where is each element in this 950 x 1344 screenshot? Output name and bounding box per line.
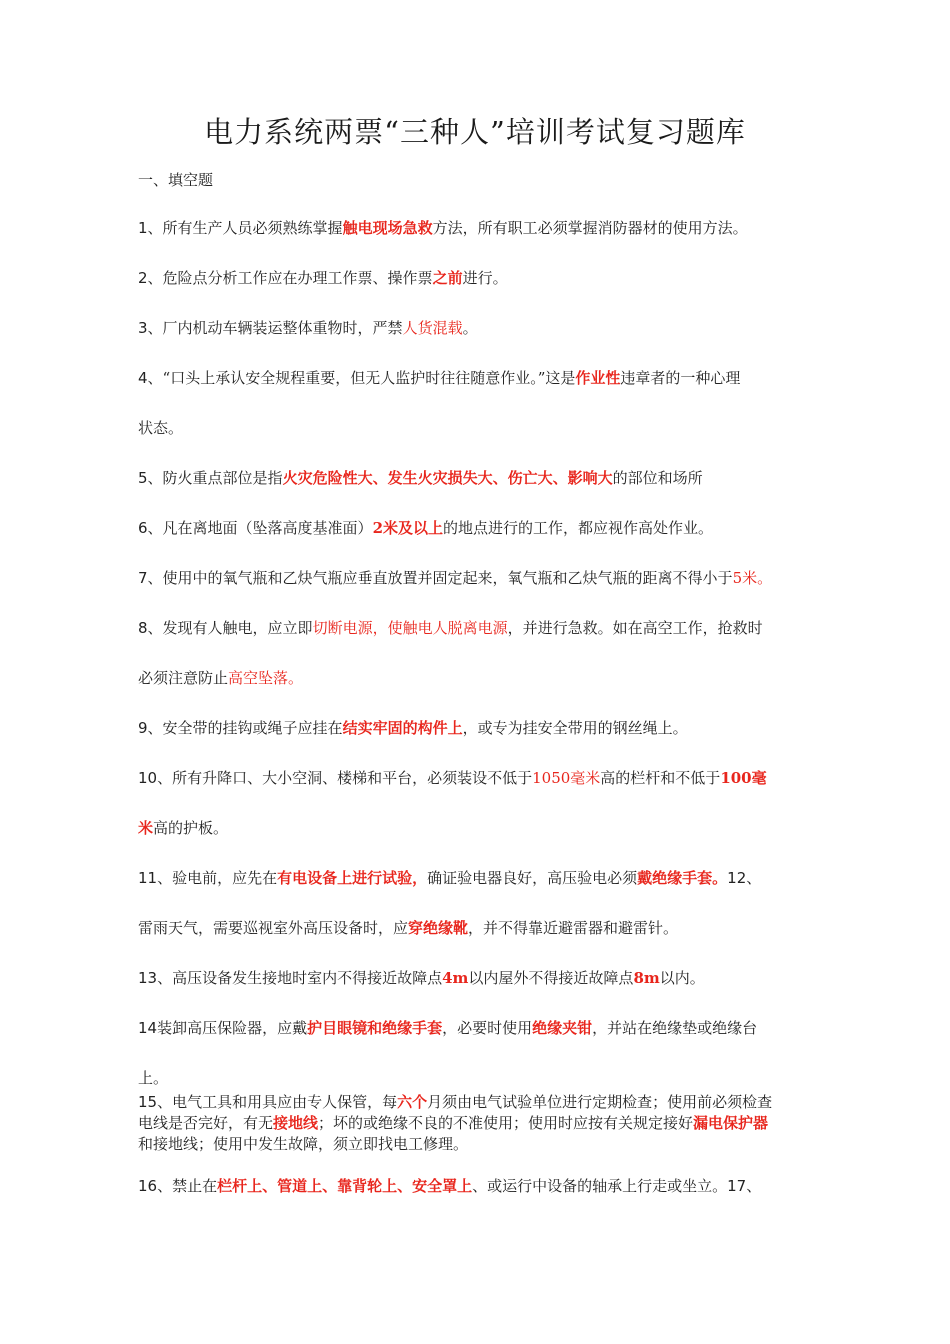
answer-text: 8m	[633, 969, 660, 987]
answer-text: 2米及以上	[372, 519, 443, 537]
question-text: “口头上承认安全规程重要，但无人监护时往往随意作业。”这是	[162, 369, 576, 387]
question-line	[138, 217, 748, 239]
question-line	[138, 617, 763, 639]
answer-text: 接地线	[273, 1114, 319, 1132]
question-number: 16、	[138, 1177, 173, 1195]
answer-text: 栏杆上、管道上、靠背轮上、安全罩上	[217, 1177, 473, 1195]
question-text: ，并站在绝缘垫或绝缘台	[592, 1019, 758, 1037]
question-line	[138, 817, 228, 839]
question-text: 。	[462, 319, 478, 337]
question-line	[138, 367, 740, 389]
question-number: 10、	[138, 769, 173, 787]
question-line	[138, 467, 703, 489]
answer-text: 高空坠落。	[228, 669, 304, 687]
question-text: 方法，所有职工必须掌握消防器材的使用方法。	[432, 219, 748, 237]
question-text: 电气工具和用具应由专人保管，每	[172, 1093, 398, 1111]
question-text: 进行。	[462, 269, 508, 287]
question-text: 以内。	[659, 969, 705, 987]
answer-text: 火灾危险性大、发生火灾损失大、伤亡大、影响大	[282, 469, 613, 487]
answer-text: 六个	[397, 1093, 428, 1111]
question-number: 17、	[727, 1177, 762, 1195]
question-text: 违章者的一种心理	[620, 369, 741, 387]
question-text: 上。	[138, 1069, 169, 1087]
question-text: 发现有人触电，应立即	[162, 619, 313, 637]
question-text: ，并进行急救。如在高空工作，抢救时	[507, 619, 763, 637]
question-number: 15、	[138, 1093, 173, 1111]
answer-text: 绝缘夹钳	[532, 1019, 593, 1037]
answer-text: 漏电保护器	[693, 1114, 769, 1132]
question-number: 5、	[138, 469, 163, 487]
question-text: 、或运行中设备的轴承上行走或坐立。	[472, 1177, 728, 1195]
question-line	[138, 417, 183, 439]
question-line	[138, 317, 478, 339]
answer-text: 触电现场急救	[342, 219, 433, 237]
question-text: 电线是否完好，有无	[138, 1114, 274, 1132]
question-line	[138, 1067, 168, 1089]
question-line	[138, 917, 678, 939]
question-text: 的地点进行的工作，都应视作高处作业。	[443, 519, 714, 537]
question-number: 13、	[138, 969, 173, 987]
question-text: 高的栏杆和不低于	[600, 769, 721, 787]
question-text: ；坏的或绝缘不良的不准使用；使用时应按有关规定接好	[318, 1114, 694, 1132]
question-text: 安全带的挂钩或绳子应挂在	[162, 719, 343, 737]
question-text: 危险点分析工作应在办理工作票、操作票	[162, 269, 433, 287]
question-text: 的部位和场所	[612, 469, 703, 487]
question-text: ，或专为挂安全带用的钢丝绳上。	[462, 719, 688, 737]
question-line	[138, 1175, 761, 1197]
question-number: 14	[138, 1019, 158, 1037]
question-text: 使用中的氧气瓶和乙炔气瓶应垂直放置并固定起来，氧气瓶和乙炔气瓶的距离不得小于	[162, 569, 733, 587]
question-text: ，并不得靠近避雷器和避雷针。	[468, 919, 679, 937]
question-text: 防火重点部位是指	[162, 469, 283, 487]
question-text: 高的护板。	[153, 819, 229, 837]
question-number: 3、	[138, 319, 163, 337]
question-number: 7、	[138, 569, 163, 587]
question-text: 凡在离地面（坠落高度基准面）	[162, 519, 373, 537]
question-number: 9、	[138, 719, 163, 737]
question-line	[138, 717, 688, 739]
question-text: 确证验电器良好，高压验电必须	[427, 869, 638, 887]
question-text: 必须注意防止	[138, 669, 229, 687]
question-text: 雷雨天气，需要巡视室外高压设备时，应	[138, 919, 409, 937]
question-text: 验电前，应先在	[172, 869, 278, 887]
question-text: 月须由电气试验单位进行定期检查；使用前必须检查	[427, 1093, 773, 1111]
question-text: 所有升降口、大小空洞、楼梯和平台，必须装设不低于	[172, 769, 533, 787]
answer-text: 4m	[442, 969, 469, 987]
question-line	[138, 567, 772, 589]
question-line	[138, 1091, 772, 1113]
answer-text: 之前	[432, 269, 463, 287]
answer-text: 1050毫米	[532, 769, 601, 787]
answer-text: 人货混载	[402, 319, 463, 337]
question-line	[138, 517, 713, 539]
question-number: 12、	[727, 869, 762, 887]
question-line	[138, 867, 761, 889]
question-line	[138, 1133, 468, 1155]
question-text: 装卸高压保险器，应戴	[157, 1019, 308, 1037]
page-title: 电力系统两票“三种人”培训考试复习题库	[204, 115, 746, 149]
question-line	[138, 667, 303, 689]
question-line	[138, 1017, 757, 1039]
question-text: ，必要时使用	[442, 1019, 533, 1037]
question-text: 厂内机动车辆装运整体重物时，严禁	[162, 319, 403, 337]
question-text: 以内屋外不得接近故障点	[468, 969, 634, 987]
answer-text: 5米。	[732, 569, 773, 587]
question-number: 1、	[138, 219, 163, 237]
answer-text: 100毫	[720, 769, 767, 787]
question-number: 4、	[138, 369, 163, 387]
answer-text: 切断电源，使触电人脱离电源	[312, 619, 508, 637]
answer-text: 结实牢固的构件上	[342, 719, 463, 737]
question-text: 和接地线；使用中发生故障，须立即找电工修理。	[138, 1135, 469, 1153]
question-number: 6、	[138, 519, 163, 537]
question-number: 11、	[138, 869, 173, 887]
question-line	[138, 1112, 768, 1134]
answer-text: 穿绝缘靴	[408, 919, 469, 937]
question-number: 2、	[138, 269, 163, 287]
question-line	[138, 967, 705, 989]
section-heading: 一、填空题	[138, 171, 214, 189]
question-text: 所有生产人员必须熟练掌握	[162, 219, 343, 237]
answer-text: 护目眼镜和绝缘手套	[307, 1019, 443, 1037]
question-number: 8、	[138, 619, 163, 637]
question-line	[138, 267, 508, 289]
answer-text: 有电设备上进行试验，	[277, 869, 428, 887]
question-text: 禁止在	[172, 1177, 218, 1195]
answer-text: 作业性	[575, 369, 621, 387]
answer-text: 米	[138, 819, 154, 837]
question-text: 高压设备发生接地时室内不得接近故障点	[172, 969, 443, 987]
answer-text: 戴绝缘手套。	[637, 869, 728, 887]
question-line	[138, 767, 767, 789]
question-text: 状态。	[138, 419, 184, 437]
